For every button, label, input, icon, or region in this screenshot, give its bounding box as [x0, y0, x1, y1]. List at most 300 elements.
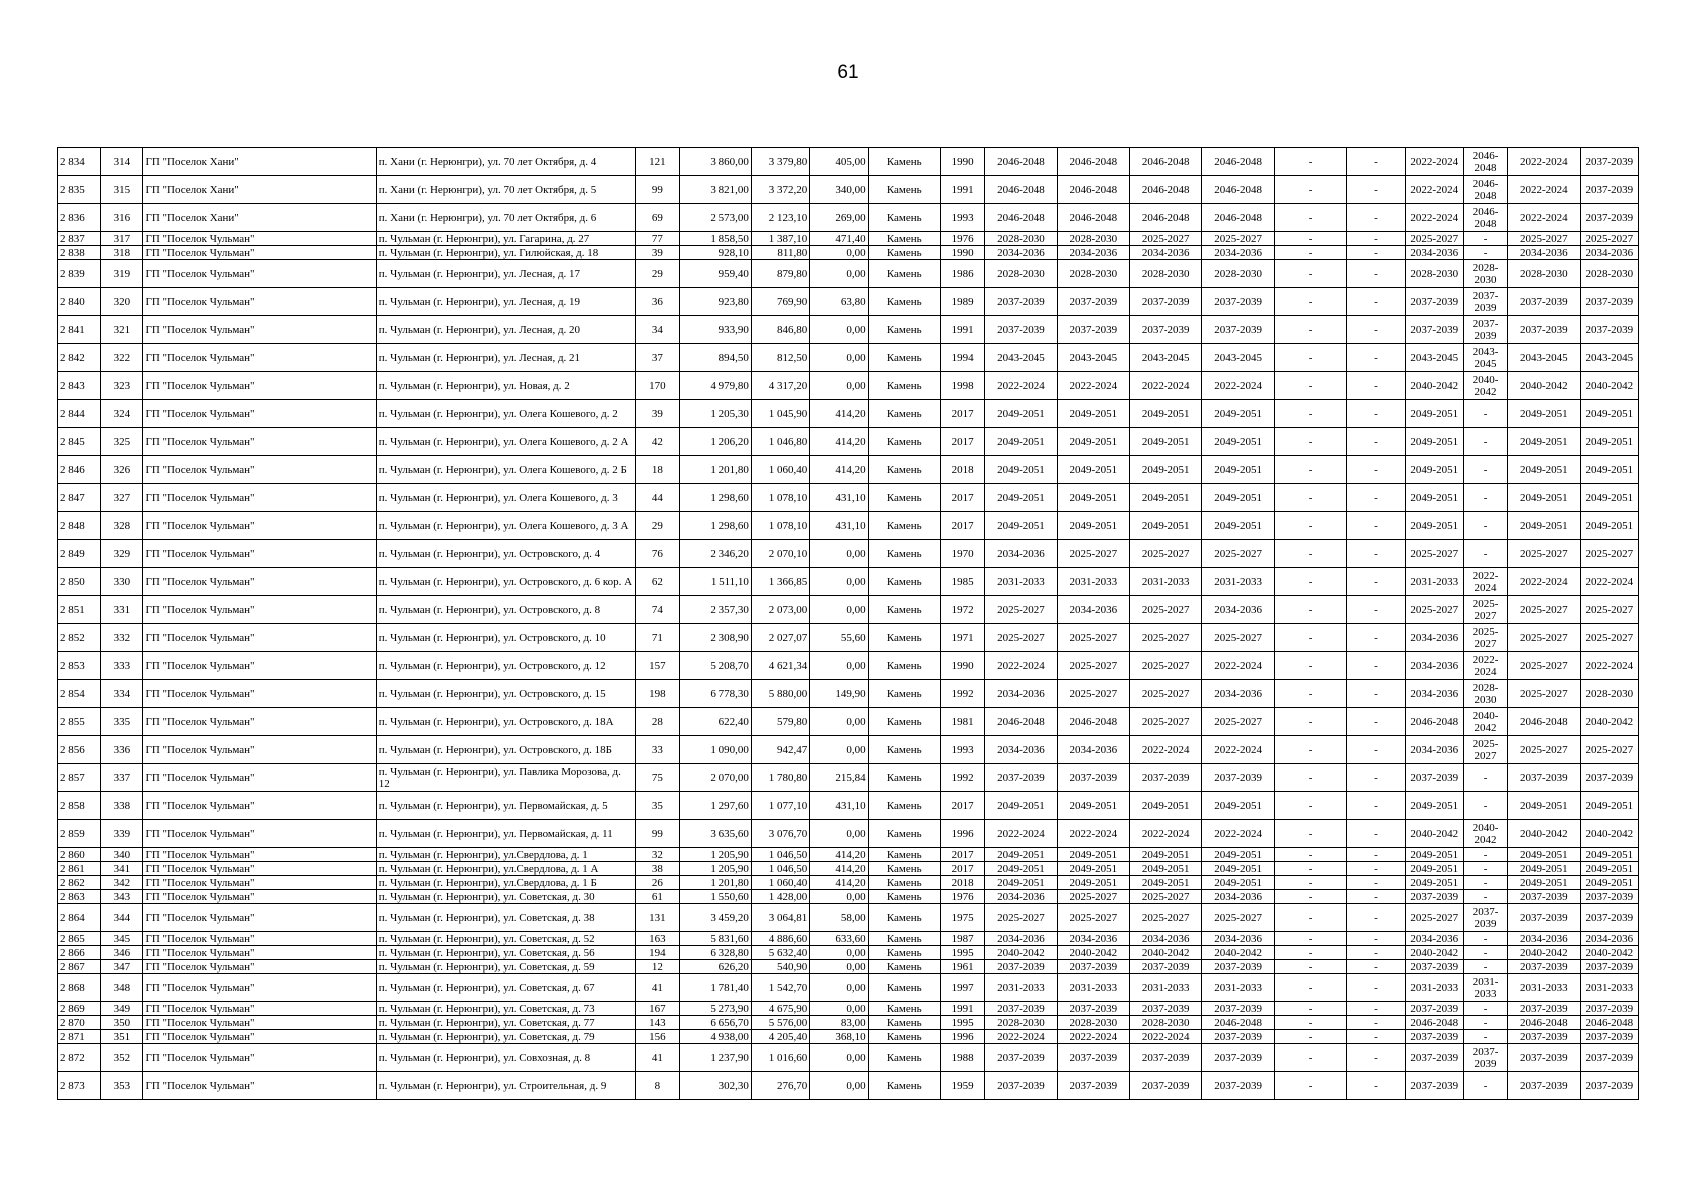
table-cell-col-period-9: 2049-2051 — [1508, 428, 1580, 456]
table-cell-col-period-2: 2028-2030 — [1057, 260, 1129, 288]
table-cell-col-wall-material: Камень — [868, 652, 940, 680]
table-row — [58, 540, 1639, 568]
table-cell-col-period-8: 2046-2048 — [1463, 148, 1507, 176]
table-cell-col-period-10: 2049-2051 — [1580, 876, 1638, 890]
table-cell-col-residents: 39 — [636, 400, 679, 428]
table-cell-col-total-area: 1 205,90 — [679, 862, 751, 876]
table-cell-col-period-7: 2049-2051 — [1405, 456, 1463, 484]
table-cell-col-total-number: 2 839 — [58, 260, 101, 288]
table-cell-col-build-year: 1990 — [940, 652, 984, 680]
table-row — [58, 1002, 1639, 1016]
table-cell-col-period-2: 2025-2027 — [1057, 652, 1129, 680]
table-cell-col-period-9: 2034-2036 — [1508, 246, 1580, 260]
table-cell-col-period-2: 2028-2030 — [1057, 1016, 1129, 1030]
table-cell-col-nonresidential-area: 0,00 — [810, 652, 868, 680]
table-cell-col-residents: 194 — [636, 946, 679, 960]
table-cell-col-period-8: 2025-2027 — [1463, 624, 1507, 652]
table-cell-col-municipality: ГП "Поселок Чульман" — [143, 512, 376, 540]
table-cell-col-residents: 36 — [636, 288, 679, 316]
table-cell-col-local-number: 315 — [101, 176, 143, 204]
table-cell-col-period-9: 2031-2033 — [1508, 974, 1580, 1002]
table-cell-col-nonresidential-area: 83,00 — [810, 1016, 868, 1030]
table-cell-col-period-6: - — [1347, 904, 1405, 932]
table-cell-col-residents: 121 — [636, 148, 679, 176]
table-cell-col-local-number: 331 — [101, 596, 143, 624]
table-cell-col-period-9: 2025-2027 — [1508, 232, 1580, 246]
table-row — [58, 456, 1639, 484]
table-cell-col-total-area: 626,20 — [679, 960, 751, 974]
table-cell-col-period-9: 2037-2039 — [1508, 1002, 1580, 1016]
table-cell-col-build-year: 2017 — [940, 484, 984, 512]
table-cell-col-living-area: 1 046,80 — [751, 428, 809, 456]
table-cell-col-period-3: 2037-2039 — [1130, 288, 1202, 316]
table-cell-col-total-number: 2 837 — [58, 232, 101, 246]
table-cell-col-address: п. Чульман (г. Нерюнгри), ул. Островского, д. 12 — [376, 652, 635, 680]
table-cell-col-local-number: 320 — [101, 288, 143, 316]
table-cell-col-period-8: 2037-2039 — [1463, 316, 1507, 344]
table-cell-col-total-area: 3 860,00 — [679, 148, 751, 176]
table-cell-col-period-9: 2037-2039 — [1508, 1030, 1580, 1044]
table-cell-col-period-7: 2034-2036 — [1405, 932, 1463, 946]
table-cell-col-nonresidential-area: 414,20 — [810, 428, 868, 456]
table-cell-col-period-7: 2025-2027 — [1405, 232, 1463, 246]
table-cell-col-total-number: 2 846 — [58, 456, 101, 484]
table-cell-col-total-area: 933,90 — [679, 316, 751, 344]
table-cell-col-period-9: 2025-2027 — [1508, 652, 1580, 680]
table-cell-col-period-6: - — [1347, 890, 1405, 904]
table-cell-col-period-1: 2025-2027 — [985, 904, 1057, 932]
table-cell-col-period-6: - — [1347, 792, 1405, 820]
table-cell-col-period-8: 2040-2042 — [1463, 820, 1507, 848]
table-cell-col-period-2: 2049-2051 — [1057, 456, 1129, 484]
table-cell-col-build-year: 1995 — [940, 1016, 984, 1030]
table-row — [58, 862, 1639, 876]
table-cell-col-period-2: 2049-2051 — [1057, 862, 1129, 876]
table-cell-col-period-4: 2049-2051 — [1202, 512, 1274, 540]
table-cell-col-period-6: - — [1347, 372, 1405, 400]
table-cell-col-living-area: 540,90 — [751, 960, 809, 974]
table-cell-col-address: п. Чульман (г. Нерюнгри), ул. Советская, д. 79 — [376, 1030, 635, 1044]
table-cell-col-build-year: 1998 — [940, 372, 984, 400]
table-cell-col-build-year: 1988 — [940, 1044, 984, 1072]
table-cell-col-build-year: 1990 — [940, 246, 984, 260]
table-cell-col-period-7: 2034-2036 — [1405, 246, 1463, 260]
table-cell-col-period-9: 2025-2027 — [1508, 596, 1580, 624]
table-cell-col-total-area: 1 550,60 — [679, 890, 751, 904]
table-cell-col-total-number: 2 845 — [58, 428, 101, 456]
table-cell-col-period-3: 2025-2027 — [1130, 624, 1202, 652]
table-cell-col-total-number: 2 873 — [58, 1072, 101, 1100]
table-cell-col-period-10: 2037-2039 — [1580, 890, 1638, 904]
table-cell-col-nonresidential-area: 0,00 — [810, 946, 868, 960]
table-cell-col-period-10: 2037-2039 — [1580, 204, 1638, 232]
table-cell-col-municipality: ГП "Поселок Чульман" — [143, 260, 376, 288]
table-cell-col-period-3: 2022-2024 — [1130, 1030, 1202, 1044]
table-cell-col-period-8: - — [1463, 946, 1507, 960]
table-cell-col-period-4: 2040-2042 — [1202, 946, 1274, 960]
table-cell-col-living-area: 2 123,10 — [751, 204, 809, 232]
table-cell-col-address: п. Чульман (г. Нерюнгри), ул.Свердлова, д. 1 Б — [376, 876, 635, 890]
table-cell-col-period-4: 2049-2051 — [1202, 848, 1274, 862]
table-cell-col-municipality: ГП "Поселок Чульман" — [143, 344, 376, 372]
table-cell-col-local-number: 347 — [101, 960, 143, 974]
table-cell-col-period-4: 2022-2024 — [1202, 652, 1274, 680]
table-cell-col-nonresidential-area: 0,00 — [810, 344, 868, 372]
table-cell-col-wall-material: Камень — [868, 484, 940, 512]
table-cell-col-period-9: 2022-2024 — [1508, 204, 1580, 232]
table-cell-col-period-8: - — [1463, 456, 1507, 484]
table-cell-col-period-8: 2031-2033 — [1463, 974, 1507, 1002]
table-cell-col-period-6: - — [1347, 568, 1405, 596]
table-cell-col-residents: 143 — [636, 1016, 679, 1030]
table-cell-col-period-3: 2025-2027 — [1130, 540, 1202, 568]
table-cell-col-residents: 28 — [636, 708, 679, 736]
table-cell-col-nonresidential-area: 414,20 — [810, 862, 868, 876]
table-cell-col-local-number: 319 — [101, 260, 143, 288]
table-cell-col-wall-material: Камень — [868, 960, 940, 974]
table-cell-col-period-8: - — [1463, 232, 1507, 246]
table-cell-col-wall-material: Камень — [868, 288, 940, 316]
table-cell-col-build-year: 1961 — [940, 960, 984, 974]
table-row — [58, 652, 1639, 680]
table-cell-col-total-area: 928,10 — [679, 246, 751, 260]
table-cell-col-nonresidential-area: 0,00 — [810, 820, 868, 848]
table-cell-col-build-year: 1972 — [940, 596, 984, 624]
table-cell-col-period-10: 2037-2039 — [1580, 316, 1638, 344]
table-cell-col-municipality: ГП "Поселок Чульман" — [143, 792, 376, 820]
table-cell-col-total-number: 2 848 — [58, 512, 101, 540]
table-cell-col-period-1: 2028-2030 — [985, 260, 1057, 288]
table-cell-col-period-3: 2025-2027 — [1130, 904, 1202, 932]
table-cell-col-municipality: ГП "Поселок Чульман" — [143, 372, 376, 400]
table-cell-col-period-10: 2037-2039 — [1580, 1002, 1638, 1016]
table-cell-col-period-2: 2046-2048 — [1057, 148, 1129, 176]
table-cell-col-period-2: 2043-2045 — [1057, 344, 1129, 372]
table-cell-col-total-number: 2 862 — [58, 876, 101, 890]
table-row — [58, 820, 1639, 848]
table-cell-col-period-6: - — [1347, 246, 1405, 260]
table-cell-col-nonresidential-area: 431,10 — [810, 484, 868, 512]
table-cell-col-period-2: 2034-2036 — [1057, 246, 1129, 260]
table-cell-col-wall-material: Камень — [868, 1002, 940, 1016]
table-cell-col-nonresidential-area: 0,00 — [810, 736, 868, 764]
table-cell-col-period-5: - — [1274, 316, 1346, 344]
table-cell-col-period-5: - — [1274, 596, 1346, 624]
table-cell-col-build-year: 1991 — [940, 1002, 984, 1016]
table-cell-col-total-number: 2 849 — [58, 540, 101, 568]
table-cell-col-period-9: 2025-2027 — [1508, 736, 1580, 764]
table-cell-col-total-area: 622,40 — [679, 708, 751, 736]
table-cell-col-total-number: 2 836 — [58, 204, 101, 232]
table-cell-col-total-number: 2 840 — [58, 288, 101, 316]
table-cell-col-period-3: 2037-2039 — [1130, 316, 1202, 344]
table-cell-col-period-5: - — [1274, 344, 1346, 372]
table-cell-col-local-number: 338 — [101, 792, 143, 820]
table-cell-col-residents: 41 — [636, 1044, 679, 1072]
table-cell-col-total-number: 2 869 — [58, 1002, 101, 1016]
table-cell-col-period-9: 2049-2051 — [1508, 792, 1580, 820]
table-cell-col-address: п. Хани (г. Нерюнгри), ул. 70 лет Октября, д. 5 — [376, 176, 635, 204]
table-row — [58, 1072, 1639, 1100]
table-cell-col-total-number: 2 857 — [58, 764, 101, 792]
table-cell-col-municipality: ГП "Поселок Чульман" — [143, 904, 376, 932]
table-cell-col-period-1: 2049-2051 — [985, 862, 1057, 876]
table-cell-col-period-5: - — [1274, 904, 1346, 932]
table-cell-col-period-3: 2046-2048 — [1130, 148, 1202, 176]
table-cell-col-period-1: 2037-2039 — [985, 288, 1057, 316]
table-cell-col-address: п. Чульман (г. Нерюнгри), ул. Лесная, д. 20 — [376, 316, 635, 344]
table-cell-col-period-5: - — [1274, 1072, 1346, 1100]
table-cell-col-period-3: 2031-2033 — [1130, 974, 1202, 1002]
table-cell-col-nonresidential-area: 149,90 — [810, 680, 868, 708]
table-cell-col-address: п. Чульман (г. Нерюнгри), ул. Гилюйская, д. 18 — [376, 246, 635, 260]
table-cell-col-period-10: 2028-2030 — [1580, 680, 1638, 708]
table-cell-col-period-2: 2028-2030 — [1057, 232, 1129, 246]
table-cell-col-build-year: 1996 — [940, 820, 984, 848]
table-cell-col-local-number: 316 — [101, 204, 143, 232]
table-cell-col-address: п. Чульман (г. Нерюнгри), ул. Лесная, д. 17 — [376, 260, 635, 288]
table-cell-col-address: п. Чульман (г. Нерюнгри), ул. Лесная, д. 19 — [376, 288, 635, 316]
table-cell-col-period-8: - — [1463, 1030, 1507, 1044]
table-cell-col-period-10: 2040-2042 — [1580, 946, 1638, 960]
table-cell-col-nonresidential-area: 0,00 — [810, 974, 868, 1002]
table-cell-col-period-6: - — [1347, 456, 1405, 484]
table-cell-col-total-number: 2 866 — [58, 946, 101, 960]
table-cell-col-local-number: 323 — [101, 372, 143, 400]
table-cell-col-period-10: 2037-2039 — [1580, 1044, 1638, 1072]
table-cell-col-period-2: 2037-2039 — [1057, 1002, 1129, 1016]
table-cell-col-residents: 38 — [636, 862, 679, 876]
table-cell-col-period-6: - — [1347, 680, 1405, 708]
table-cell-col-total-number: 2 858 — [58, 792, 101, 820]
table-cell-col-total-area: 2 308,90 — [679, 624, 751, 652]
table-row — [58, 596, 1639, 624]
table-cell-col-period-4: 2037-2039 — [1202, 1002, 1274, 1016]
table-row — [58, 568, 1639, 596]
table-cell-col-period-1: 2034-2036 — [985, 246, 1057, 260]
table-cell-col-residents: 29 — [636, 512, 679, 540]
table-cell-col-municipality: ГП "Поселок Хани" — [143, 176, 376, 204]
table-cell-col-total-area: 959,40 — [679, 260, 751, 288]
table-cell-col-total-area: 5 273,90 — [679, 1002, 751, 1016]
table-cell-col-period-5: - — [1274, 876, 1346, 890]
table-cell-col-local-number: 348 — [101, 974, 143, 1002]
table-cell-col-local-number: 341 — [101, 862, 143, 876]
table-cell-col-municipality: ГП "Поселок Чульман" — [143, 568, 376, 596]
table-cell-col-residents: 62 — [636, 568, 679, 596]
table-cell-col-nonresidential-area: 0,00 — [810, 1002, 868, 1016]
table-cell-col-residents: 71 — [636, 624, 679, 652]
table-cell-col-municipality: ГП "Поселок Чульман" — [143, 708, 376, 736]
table-cell-col-period-3: 2046-2048 — [1130, 204, 1202, 232]
table-cell-col-period-3: 2049-2051 — [1130, 876, 1202, 890]
table-cell-col-total-number: 2 863 — [58, 890, 101, 904]
table-cell-col-period-1: 2025-2027 — [985, 596, 1057, 624]
table-cell-col-period-10: 2037-2039 — [1580, 960, 1638, 974]
table-cell-col-period-9: 2049-2051 — [1508, 400, 1580, 428]
table-cell-col-period-2: 2049-2051 — [1057, 484, 1129, 512]
table-cell-col-period-9: 2049-2051 — [1508, 876, 1580, 890]
table-cell-col-period-1: 2034-2036 — [985, 540, 1057, 568]
table-cell-col-residents: 156 — [636, 1030, 679, 1044]
table-cell-col-period-6: - — [1347, 512, 1405, 540]
table-cell-col-period-4: 2031-2033 — [1202, 568, 1274, 596]
table-cell-col-local-number: 352 — [101, 1044, 143, 1072]
table-cell-col-period-9: 2025-2027 — [1508, 680, 1580, 708]
table-cell-col-total-number: 2 854 — [58, 680, 101, 708]
table-cell-col-period-3: 2025-2027 — [1130, 652, 1202, 680]
table-cell-col-period-10: 2022-2024 — [1580, 568, 1638, 596]
table-cell-col-period-2: 2049-2051 — [1057, 400, 1129, 428]
table-cell-col-nonresidential-area: 215,84 — [810, 764, 868, 792]
table-cell-col-municipality: ГП "Поселок Чульман" — [143, 624, 376, 652]
table-cell-col-total-area: 1 206,20 — [679, 428, 751, 456]
table-cell-col-address: п. Чульман (г. Нерюнгри), ул. Островского, д. 4 — [376, 540, 635, 568]
table-cell-col-period-7: 2022-2024 — [1405, 176, 1463, 204]
table-cell-col-period-1: 2037-2039 — [985, 1072, 1057, 1100]
table-cell-col-address: п. Чульман (г. Нерюнгри), ул. Первомайская, д. 11 — [376, 820, 635, 848]
table-cell-col-period-10: 2037-2039 — [1580, 1072, 1638, 1100]
table-cell-col-period-10: 2040-2042 — [1580, 372, 1638, 400]
table-cell-col-period-5: - — [1274, 708, 1346, 736]
table-cell-col-wall-material: Камень — [868, 680, 940, 708]
table-cell-col-build-year: 1989 — [940, 288, 984, 316]
table-cell-col-period-2: 2025-2027 — [1057, 540, 1129, 568]
table-cell-col-address: п. Чульман (г. Нерюнгри), ул. Олега Кошевого, д. 2 Б — [376, 456, 635, 484]
table-cell-col-period-6: - — [1347, 428, 1405, 456]
table-cell-col-period-2: 2037-2039 — [1057, 1072, 1129, 1100]
table-cell-col-period-8: 2025-2027 — [1463, 736, 1507, 764]
table-cell-col-local-number: 346 — [101, 946, 143, 960]
table-cell-col-period-4: 2034-2036 — [1202, 246, 1274, 260]
table-cell-col-residents: 32 — [636, 848, 679, 862]
table-cell-col-period-5: - — [1274, 428, 1346, 456]
table-cell-col-municipality: ГП "Поселок Чульман" — [143, 400, 376, 428]
table-cell-col-total-area: 1 858,50 — [679, 232, 751, 246]
table-cell-col-address: п. Чульман (г. Нерюнгри), ул. Олега Кошевого, д. 3 — [376, 484, 635, 512]
table-cell-col-period-5: - — [1274, 974, 1346, 1002]
table-cell-col-build-year: 1976 — [940, 890, 984, 904]
table-cell-col-local-number: 349 — [101, 1002, 143, 1016]
table-cell-col-period-8: 2046-2048 — [1463, 204, 1507, 232]
table-cell-col-period-6: - — [1347, 1002, 1405, 1016]
table-cell-col-period-5: - — [1274, 246, 1346, 260]
table-cell-col-period-3: 2037-2039 — [1130, 764, 1202, 792]
table-cell-col-period-5: - — [1274, 260, 1346, 288]
table-cell-col-period-6: - — [1347, 1030, 1405, 1044]
table-cell-col-wall-material: Камень — [868, 890, 940, 904]
table-cell-col-period-1: 2037-2039 — [985, 316, 1057, 344]
table-cell-col-period-8: - — [1463, 890, 1507, 904]
table-cell-col-build-year: 1992 — [940, 764, 984, 792]
table-row — [58, 848, 1639, 862]
table-cell-col-address: п. Чульман (г. Нерюнгри), ул. Олега Кошевого, д. 2 А — [376, 428, 635, 456]
table-cell-col-period-1: 2034-2036 — [985, 932, 1057, 946]
table-cell-col-local-number: 325 — [101, 428, 143, 456]
table-cell-col-period-4: 2049-2051 — [1202, 428, 1274, 456]
table-cell-col-total-area: 1 781,40 — [679, 974, 751, 1002]
table-cell-col-build-year: 2018 — [940, 456, 984, 484]
table-cell-col-residents: 167 — [636, 1002, 679, 1016]
table-cell-col-local-number: 328 — [101, 512, 143, 540]
table-cell-col-period-5: - — [1274, 862, 1346, 876]
table-cell-col-living-area: 3 379,80 — [751, 148, 809, 176]
table-row — [58, 946, 1639, 960]
table-cell-col-period-3: 2028-2030 — [1130, 1016, 1202, 1030]
table-cell-col-period-2: 2022-2024 — [1057, 820, 1129, 848]
table-cell-col-total-area: 2 346,20 — [679, 540, 751, 568]
table-cell-col-period-1: 2031-2033 — [985, 568, 1057, 596]
table-cell-col-period-6: - — [1347, 960, 1405, 974]
table-cell-col-local-number: 350 — [101, 1016, 143, 1030]
table-cell-col-period-3: 2022-2024 — [1130, 820, 1202, 848]
table-cell-col-period-2: 2037-2039 — [1057, 1044, 1129, 1072]
table-cell-col-wall-material: Камень — [868, 428, 940, 456]
table-cell-col-residents: 99 — [636, 176, 679, 204]
table-cell-col-period-8: 2028-2030 — [1463, 260, 1507, 288]
table-cell-col-period-3: 2037-2039 — [1130, 1044, 1202, 1072]
table-cell-col-total-number: 2 859 — [58, 820, 101, 848]
table-cell-col-living-area: 1 387,10 — [751, 232, 809, 246]
table-cell-col-period-7: 2034-2036 — [1405, 652, 1463, 680]
table-cell-col-living-area: 3 076,70 — [751, 820, 809, 848]
table-cell-col-period-6: - — [1347, 736, 1405, 764]
table-cell-col-residents: 42 — [636, 428, 679, 456]
table-cell-col-total-number: 2 842 — [58, 344, 101, 372]
table-cell-col-period-8: 2025-2027 — [1463, 596, 1507, 624]
table-cell-col-period-1: 2037-2039 — [985, 1044, 1057, 1072]
table-cell-col-nonresidential-area: 58,00 — [810, 904, 868, 932]
table-cell-col-period-6: - — [1347, 344, 1405, 372]
table-row — [58, 1030, 1639, 1044]
table-cell-col-wall-material: Камень — [868, 372, 940, 400]
table-cell-col-period-8: 2043-2045 — [1463, 344, 1507, 372]
table-cell-col-local-number: 317 — [101, 232, 143, 246]
table-cell-col-period-7: 2040-2042 — [1405, 820, 1463, 848]
table-cell-col-build-year: 1995 — [940, 946, 984, 960]
table-cell-col-period-2: 2046-2048 — [1057, 176, 1129, 204]
table-cell-col-address: п. Чульман (г. Нерюнгри), ул. Павлика Морозова, д. 12 — [376, 764, 635, 792]
table-cell-col-period-5: - — [1274, 890, 1346, 904]
table-cell-col-period-4: 2025-2027 — [1202, 540, 1274, 568]
table-cell-col-wall-material: Камень — [868, 946, 940, 960]
table-cell-col-period-9: 2037-2039 — [1508, 1072, 1580, 1100]
table-cell-col-wall-material: Камень — [868, 736, 940, 764]
table-cell-col-period-3: 2037-2039 — [1130, 960, 1202, 974]
table-row — [58, 680, 1639, 708]
table-cell-col-period-6: - — [1347, 652, 1405, 680]
table-cell-col-period-2: 2025-2027 — [1057, 680, 1129, 708]
table-cell-col-period-2: 2037-2039 — [1057, 960, 1129, 974]
table-cell-col-wall-material: Камень — [868, 820, 940, 848]
table-cell-col-build-year: 1981 — [940, 708, 984, 736]
table-cell-col-living-area: 846,80 — [751, 316, 809, 344]
table-cell-col-build-year: 1976 — [940, 232, 984, 246]
table-cell-col-living-area: 769,90 — [751, 288, 809, 316]
table-row — [58, 960, 1639, 974]
table-cell-col-living-area: 811,80 — [751, 246, 809, 260]
table-cell-col-total-area: 3 459,20 — [679, 904, 751, 932]
table-cell-col-period-8: - — [1463, 792, 1507, 820]
table-cell-col-period-9: 2049-2051 — [1508, 484, 1580, 512]
table-cell-col-local-number: 330 — [101, 568, 143, 596]
table-cell-col-period-3: 2040-2042 — [1130, 946, 1202, 960]
table-cell-col-period-4: 2049-2051 — [1202, 400, 1274, 428]
table-cell-col-local-number: 324 — [101, 400, 143, 428]
table-cell-col-nonresidential-area: 55,60 — [810, 624, 868, 652]
table-cell-col-period-2: 2022-2024 — [1057, 372, 1129, 400]
table-cell-col-period-5: - — [1274, 1016, 1346, 1030]
